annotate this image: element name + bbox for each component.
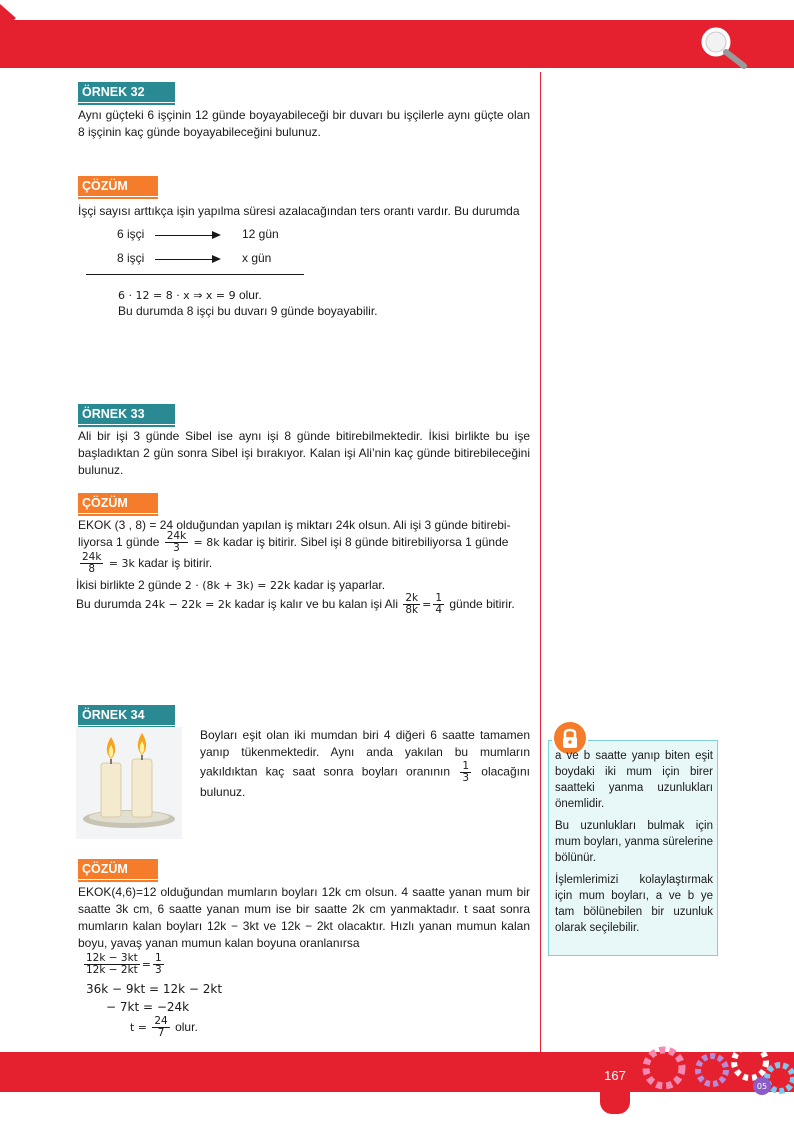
fraction-ratio — [84, 953, 140, 976]
fraction-denominator: 3 — [462, 772, 470, 784]
fraction-denominator: 7 — [157, 1027, 165, 1040]
example-33-line3 — [78, 551, 212, 576]
example-32-label: ÖRNEK 32 — [78, 82, 175, 102]
example-34-eq4-suffix: olur. — [175, 1020, 198, 1034]
fraction-numerator: 1 — [155, 952, 162, 965]
example-32-solution-intro: İşçi sayısı arttıkça işin yapılma süresi azalacağından ters orantı vardır. Bu durumda — [78, 204, 520, 218]
example-34-solution-header — [78, 859, 158, 879]
fraction-denominator: 8 — [88, 563, 96, 576]
column-divider — [540, 72, 541, 1052]
fraction-1-4 — [433, 593, 444, 616]
example-34-header — [78, 705, 175, 725]
example-33-line2-eq: = 8k — [193, 536, 220, 549]
fraction-denominator: 3 — [173, 542, 180, 555]
row2-arrow-line — [155, 259, 213, 260]
row1-left: 6 işçi — [117, 227, 145, 241]
page-number-tab — [600, 1052, 630, 1114]
example-34-solution-label: ÇÖZÜM — [78, 859, 158, 879]
example-34-eq1 — [82, 952, 166, 977]
example-33-line5-eq: 24k − 22k = 2k — [144, 598, 232, 611]
proportion-rule — [86, 274, 304, 275]
example-33-label: ÖRNEK 33 — [78, 404, 175, 424]
unit-badge: 05 — [756, 1082, 768, 1091]
fraction-numerator: 24k — [82, 551, 102, 564]
example-34-label: ÖRNEK 34 — [78, 705, 175, 725]
row1-arrow-line — [155, 235, 213, 236]
side-note-p2: Bu uzunlukları bulmak için mum boyları, yanma sürelerine bölünür. — [555, 820, 713, 864]
example-32-equation: 6 · 12 = 8 · x ⇒ x = 9 — [118, 289, 236, 302]
example-33-line3-b: kadar iş bitirir. — [138, 556, 213, 570]
example-33-question: Ali bir işi 3 günde Sibel ise aynı işi 8 günde bitirebilmektedir. İkisi birlikte bu işe başladıktan 2 gün sonra Sibel işi bırakıyor. Kalan işi Ali’nin kaç günde bitirebileceğini bulunuz. — [78, 429, 530, 477]
example-32-conclusion: Bu durumda 8 işçi bu duvarı 9 günde boyayabilir. — [118, 304, 378, 318]
example-34-eq2: 36k − 9kt = 12k − 2kt — [86, 982, 223, 996]
example-34-question-b: olacağını bulunuz. — [200, 764, 530, 799]
example-32-equation-line — [118, 288, 262, 302]
example-33-solution-header — [78, 493, 158, 513]
candles-image — [76, 727, 182, 839]
row1-right: 12 gün — [242, 227, 279, 241]
right-arrow-icon — [212, 255, 221, 263]
fraction-24-7 — [152, 1016, 169, 1039]
row2-left: 8 işçi — [117, 251, 145, 265]
fraction-denominator: 3 — [155, 964, 162, 977]
example-34-eq4 — [130, 1014, 198, 1041]
fraction-denominator: 12k − 2kt — [86, 964, 138, 977]
fraction-numerator: 1 — [435, 592, 443, 605]
side-note-p1: a ve b saatte yanıp biten eşit boydaki iki mum için birer saatteki yanma uzunlukları önemlidir. — [555, 750, 713, 810]
example-34-eq3: − 7kt = −24k — [106, 1000, 190, 1014]
equals-sign: = — [422, 598, 432, 611]
header-band — [0, 20, 794, 68]
gears-icon — [634, 1040, 794, 1100]
example-33-line1: EKOK (3 , 8) = 24 olduğundan yapılan iş miktarı 24k olsun. Ali işi 3 günde bitirebi- — [78, 518, 511, 532]
example-34-question — [200, 727, 530, 801]
example-33-line4-b: kadar iş yaparlar. — [293, 578, 386, 592]
equals-sign: = — [141, 958, 152, 971]
example-34-question-a: Boyları eşit olan iki mumdan biri 4 diğeri 6 saatte tamamen yanıp tükenmektedir. Aynı anda yakılan bu mumların yakıldıktan kaç saat sonra boyları oranının — [200, 728, 530, 779]
side-note-text — [555, 748, 713, 942]
fraction-2k-8k — [403, 593, 420, 616]
example-32-header — [78, 82, 175, 102]
example-34-eq4-lhs: t = — [130, 1021, 148, 1034]
row2-right: x gün — [242, 251, 272, 265]
example-33-line4-a: İkisi birlikte 2 günde — [76, 578, 182, 592]
example-32-solution-label: ÇÖZÜM — [78, 176, 158, 196]
example-33-line4-eq: 2 · (8k + 3k) = 22k — [184, 579, 291, 592]
fraction-denominator: 8k — [405, 604, 419, 617]
candles-icon — [76, 727, 182, 839]
side-note-p3: İşlemlerimizi kolaylaştırmak için mum boyları, a ve b ye tam bölünebilen bir uzunluk olarak seçilebilir. — [555, 874, 713, 934]
right-arrow-icon — [212, 231, 221, 239]
magnifier-icon — [696, 24, 750, 70]
example-33-line2-b: kadar iş bitirir. Sibel işi 8 günde bitirebiliyorsa 1 günde — [222, 535, 509, 549]
example-34-solution-text: EKOK(4,6)=12 olduğundan mumların boyları 12k cm olsun. 4 saatte yanan mum bir saatte 3k cm, 6 saatte yanan mum ise bir saatte 2k cm yanmaktadır. t saat sonra mumların kalan boyları 12k − 3kt ve 12k − 2kt olacaktır. Hızlı yanan mumun kalan boyu, yavaş yanan mumun kalan boyuna oranlanırsa — [78, 885, 530, 950]
fraction-1-3 — [153, 953, 164, 976]
example-32-solution-header — [78, 176, 158, 196]
example-32-question: Aynı güçteki 6 işçinin 12 günde boyayabileceği bir duvarı bu işçilerle aynı güçte olan 8 işçinin kaç günde boyayabileceğini bulunuz. — [78, 108, 530, 139]
example-33-line3-eq: = 3k — [108, 557, 135, 570]
example-33-line4 — [76, 578, 385, 592]
fraction-numerator: 24k — [166, 530, 187, 543]
fraction-denominator: 4 — [435, 604, 443, 617]
example-33-solution-label: ÇÖZÜM — [78, 493, 158, 513]
example-32-equation-suffix: olur. — [238, 288, 262, 302]
example-33-line5-c: günde bitirir. — [449, 597, 515, 611]
fraction-numerator: 12k − 3kt — [86, 952, 138, 965]
fraction-1-3 — [460, 761, 471, 784]
fraction-24k-8 — [80, 552, 103, 575]
example-33-line5-a: Bu durumda — [76, 597, 142, 611]
page-number: 167 — [604, 1068, 626, 1083]
example-33-line5 — [76, 592, 515, 617]
fraction-numerator: 1 — [462, 760, 470, 772]
fraction-numerator: 2k — [405, 592, 419, 605]
example-33-line5-b: kadar iş kalır ve bu kalan işi Ali — [234, 597, 398, 611]
header-arrow-icon — [0, 4, 16, 32]
example-33-line2-a: liyorsa 1 günde — [78, 535, 160, 549]
example-33-header — [78, 404, 175, 424]
fraction-numerator: 24 — [154, 1015, 168, 1028]
